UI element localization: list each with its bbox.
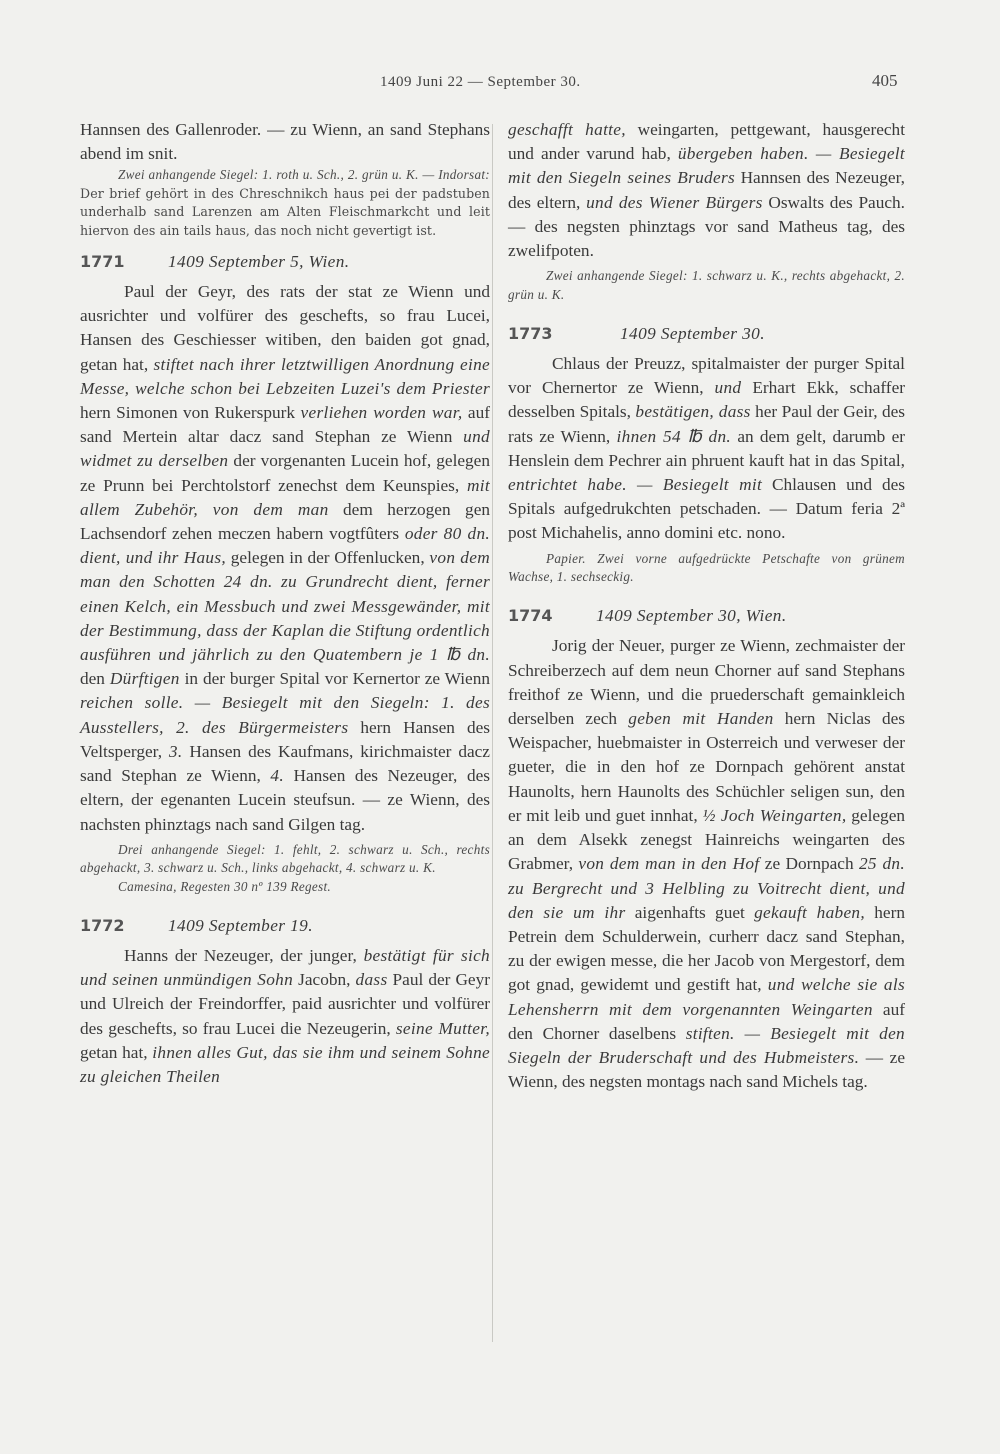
continuation-text: geschafft hatte, weingarten, pettgewant, hausgerecht und ander varund hab, übergeben haben. — Besiegelt mit den Siegeln seines Bruders Hannsen des Nezeuger, des eltern, und des Wiener Bürgers Oswalts des Pauch. — des negsten phinztags vor sand Matheus tag, des zwelifpoten.: [508, 120, 906, 261]
entry-text: Chlaus der Preuzz, spitalmaister der purger Spital vor Chernertor ze Wienn, und Erhart Ekk, schaffer desselben Spitals, bestätigen, dass her Paul der Geir, des rats ze Wienn, ihnen 54 ℔ dn. an dem gelt, darumb er Henslein dem Pechrer ain phruent kauft hat in das Spital, entrichtet habe. — Besiegelt mit Chlausen und des Spitals aufgedrukchten petschaden. — Datum feria 2ª post Michahelis, anno domini etc. nono.: [508, 354, 905, 543]
running-head: [0, 71, 1000, 98]
entry-date: 1409 September 30.: [620, 324, 765, 344]
material-note: Papier. Zwei vorne aufgedrückte Petschafte von grünem Wachse, 1. sechseckig.: [508, 550, 905, 585]
entry-1772: [80, 914, 490, 1089]
entry-text: Jorig der Neuer, purger ze Wienn, zechmaister der Schreiberzech auf dem neun Chorner auf sand Stephans freithof ze Wienn, und die pruederschaft gemainkleich derselben zech geben mit Handen hern Niclas des Weispacher, huebmaister in Osterreich und verweser der gueter, die in den hof ze Dornpach gehörent anstat Haunolts, hern Haunolts des Schüchler seligen sun, den er mit leib und guet innhat, ½ Joch Weingarten, gelegen an dem Alsekk zenegst Hainreichs weingarten des Grabmer, von dem man in den Hof ze Dornpach 25 dn. zu Bergrecht und 3 Helbling zu Voitrecht dient, und den sie um ihr aigenhafts guet gekauft haben, hern Petrein dem Schulderwein, curherr dacz sand Stephan, zu der ewigen messe, die her Jacob von Mergestorf, dem got gnad, gewidemt und gestift hat, und welche sie als Lehensherrn mit dem vorgenannten Weingarten auf den Chorner daselbens stiften. — Besiegelt mit den Siegeln der Bruderschaft und des Hubmeisters. — ze Wienn, des negsten montags nach sand Michels tag.: [508, 636, 906, 1092]
page-number: 405: [872, 71, 898, 90]
seal-note: Zwei anhangende Siegel: 1. schwarz u. K., rechts abgehackt, 2. grün u. K.: [508, 268, 905, 302]
left-column: [80, 118, 490, 1089]
seal-note-italic: Zwei anhangende Siegel: 1. roth u. Sch., 2. grün u. K. — Indorsat:: [118, 167, 490, 183]
seal-note-plain: Der brief gehört in des Chreschnikch haus pei der padstuben underhalb sand Larenzen am Alten Fleischmarkcht und leit hiervon des ain tails haus, das noch nicht gevertigt ist.: [80, 185, 490, 238]
entry-number: 1773: [508, 324, 553, 344]
entry-continuation-left: [80, 118, 490, 240]
entry-heading: [80, 914, 490, 938]
entry-1773: [508, 322, 905, 586]
entry-date: 1409 September 30, Wien.: [596, 606, 787, 626]
continuation-text: Hannsen des Gallenroder. — zu Wienn, an sand Stephans abend im snit.: [80, 120, 490, 164]
entry-number: 1771: [80, 252, 125, 272]
entry-continuation-right: [508, 118, 905, 304]
running-head-title: 1409 Juni 22 — September 30.: [380, 74, 581, 90]
entry-date: 1409 September 19.: [168, 915, 313, 935]
column-divider: [492, 124, 493, 1342]
entry-1774: [508, 604, 905, 1094]
entry-number: 1774: [508, 606, 553, 626]
right-column: [508, 118, 905, 1094]
entry-heading: [508, 322, 905, 346]
seal-note: [80, 166, 490, 240]
entry-1771: [80, 250, 490, 896]
entry-text: Paul der Geyr, des rats der stat ze Wienn und ausrichter und volfürer des geschefts, so frau Lucei, Hansen des Geschiesser witiben, den baiden got gnad, getan hat, stiftet nach ihrer letztwilligen Anordnung eine Messe, welche schon bei Lebzeiten Luzei's dem Priester hern Simonen von Rukerspurk verliehen worden war, auf sand Mertein altar dacz sand Stephan ze Wienn und widmet zu derselben der vorgenanten Lucein hof, gelegen ze Prunn bei Perchtolstorf zenechst dem Keunspies, mit allem Zubehör, von dem man dem herzogen gen Lachsendorf zehen meczen habern vogtfûters oder 80 dn. dient, und ihr Haus, gelegen in der Offenlucken, von dem man den Schotten 24 dn. zu Grundrecht dient, ferner einen Kelch, ein Messbuch und zwei Messgewänder, mit der Bestimmung, dass der Kaplan die Stiftung ordentlich ausführen und jährlich zu den Quatembern je 1 ℔ dn. den Dürftigen in der burger Spital vor Kernertor ze Wienn reichen solle. — Besiegelt mit den Siegeln: 1. des Ausstellers, 2. des Bürgermeisters hern Hansen des Veltsperger, 3. Hansen des Kaufmans, kirichmaister dacz sand Stephan ze Wienn, 4. Hansen des Nezeuger, des eltern, der egenanten Lucein steufsun. — ze Wienn, des nachsten phinztags nach sand Gilgen tag.: [80, 282, 491, 834]
entry-heading: [80, 250, 490, 274]
entry-number: 1772: [80, 915, 125, 935]
reference-note: Camesina, Regesten 30 nº 139 Regest.: [118, 878, 332, 894]
entry-date: 1409 September 5, Wien.: [168, 252, 350, 272]
entry-text: Hanns der Nezeuger, der junger, bestätigt für sich und seinen unmündigen Sohn Jacobn, dass Paul der Geyr und Ulreich der Freindorffer, paid ausrichter und volfürer des geschefts, so frau Lucei die Nezeugerin, seine Mutter, getan hat, ihnen alles Gut, das sie ihm und seinem Sohne zu gleichen Theilen: [80, 945, 491, 1086]
seal-note: Drei anhangende Siegel: 1. fehlt, 2. schwarz u. Sch., rechts abgehackt, 3. schwarz u. Sch., links abgehackt, 4. schwarz u. K.: [80, 841, 490, 876]
entry-heading: [508, 604, 905, 628]
